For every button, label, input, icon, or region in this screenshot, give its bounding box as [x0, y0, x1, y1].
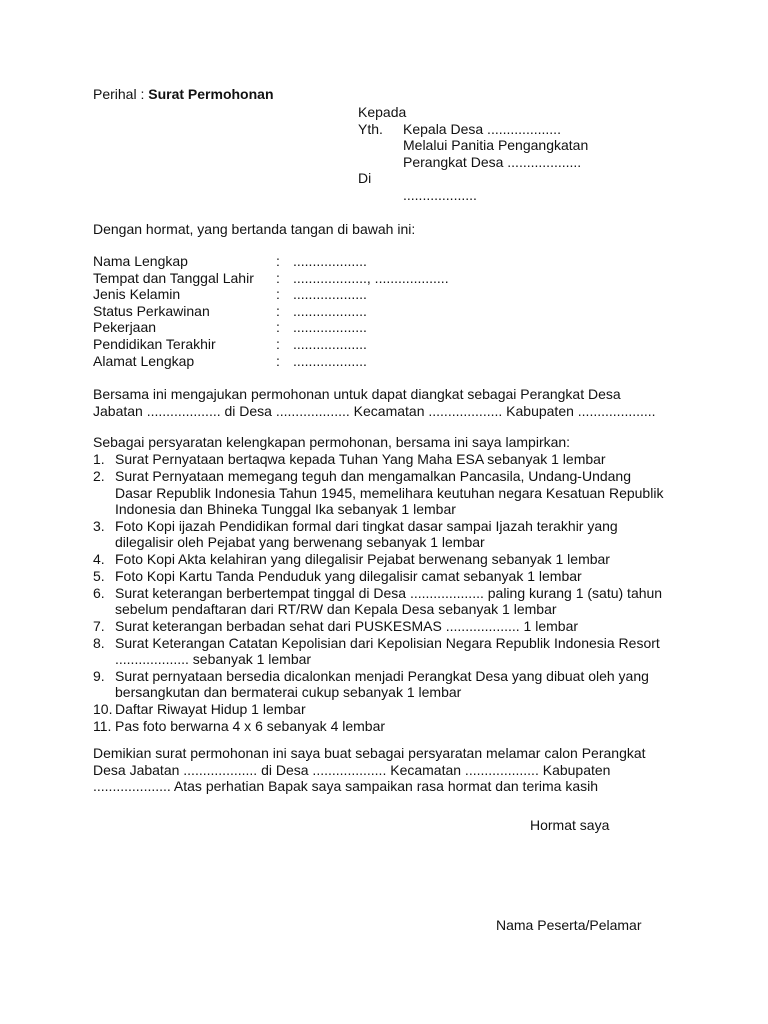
list-item: 7. Surat keterangan berbadan sehat dari PUSKESMAS ................... 1 lembar [93, 617, 579, 634]
address-row: Di [358, 170, 372, 186]
applicant-fields [93, 253, 449, 369]
field-row: Pekerjaan : ................... [93, 319, 367, 336]
list-item: 11. Pas foto berwarna 4 x 6 sebanyak 4 lembar [93, 717, 386, 734]
greeting: Dengan hormat, yang bertanda tangan di bawah ini: [93, 221, 416, 237]
requirements-intro: Sebagai persyaratan kelengkapan permohonan, bersama ini saya lampirkan: [93, 434, 571, 450]
list-item: 8. Surat Keterangan Catatan Kepolisian dari Kepolisian Negara Republik Indonesia Resort ................... sebanyak 1 lembar [93, 634, 660, 667]
list-item: 2. Surat Pernyataan memegang teguh dan mengamalkan Pancasila, Undang-Undang Dasar Republik Indonesia Tahun 1945, memelihara keutuhan negara Kesatuan Republik Indonesia dan Bhineka Tunggal Ika sebanyak 1 lembar [93, 468, 664, 517]
address-row: Yth. Kepala Desa ................... [358, 120, 561, 137]
closing-paragraph: Demikian surat permohonan ini saya buat sebagai persyaratan melamar calon Perangkat Desa Jabatan ................... di Desa ................... Kecamatan ................... Kabupaten .................... Atas perhatian Bapak saya sampaikan rasa hormat dan terima kasih [93, 745, 646, 794]
address-row: Perangkat Desa ................... [403, 153, 582, 170]
recipient-address [358, 104, 688, 203]
address-row: Kepada [358, 104, 407, 120]
subject-line [93, 86, 274, 103]
field-row: Pendidikan Terakhir : ................... [93, 335, 367, 352]
list-item: 9. Surat pernyataan bersedia dicalonkan menjadi Perangkat Desa yang dibuat oleh yang bersangkutan dan bermaterai cukup sebanyak 1 lembar [93, 667, 649, 700]
request-paragraph: Bersama ini mengajukan permohonan untuk dapat diangkat sebagai Perangkat Desa Jabatan ................... di Desa ................... Kecamatan ................... Kabupaten .................... [93, 386, 656, 419]
list-item: 3. Foto Kopi ijazah Pendidikan formal dari tingkat dasar sampai Ijazah terakhir yang dilegalisir oleh Pejabat yang berwenang sebanyak 1 lembar [93, 517, 618, 550]
subject-label: Perihal : [93, 86, 149, 102]
list-item: 6. Surat keterangan berbertempat tinggal di Desa ................... paling kurang 1 (satu) tahun sebelum pendaftaran dari RT/RW dan Kepala Desa sebanyak 1 lembar [93, 584, 663, 617]
list-item: 5. Foto Kopi Kartu Tanda Penduduk yang dilegalisir camat sebanyak 1 lembar [93, 567, 582, 584]
field-row: Nama Lengkap : ................... [93, 253, 367, 269]
field-row: Tempat dan Tanggal Lahir : ..................., ................... [93, 269, 449, 286]
list-item: 4. Foto Kopi Akta kelahiran yang dilegalisir Pejabat berwenang sebanyak 1 lembar [93, 550, 610, 567]
signer-name: Nama Peserta/Pelamar [496, 917, 642, 933]
regards: Hormat saya [530, 817, 610, 833]
requirements-list [93, 451, 703, 735]
address-row: ................... [403, 186, 477, 203]
address-row: Melalui Panitia Pengangkatan [403, 137, 589, 153]
subject-title: Surat Permohonan [148, 86, 274, 102]
field-row: Status Perkawinan : ................... [93, 302, 367, 319]
list-item: 10. Daftar Riwayat Hidup 1 lembar [93, 700, 306, 717]
list-item: 1. Surat Pernyataan bertaqwa kepada Tuhan Yang Maha ESA sebanyak 1 lembar [93, 451, 606, 467]
field-row: Alamat Lengkap : ................... [93, 352, 367, 369]
field-row: Jenis Kelamin : ................... [93, 286, 367, 303]
